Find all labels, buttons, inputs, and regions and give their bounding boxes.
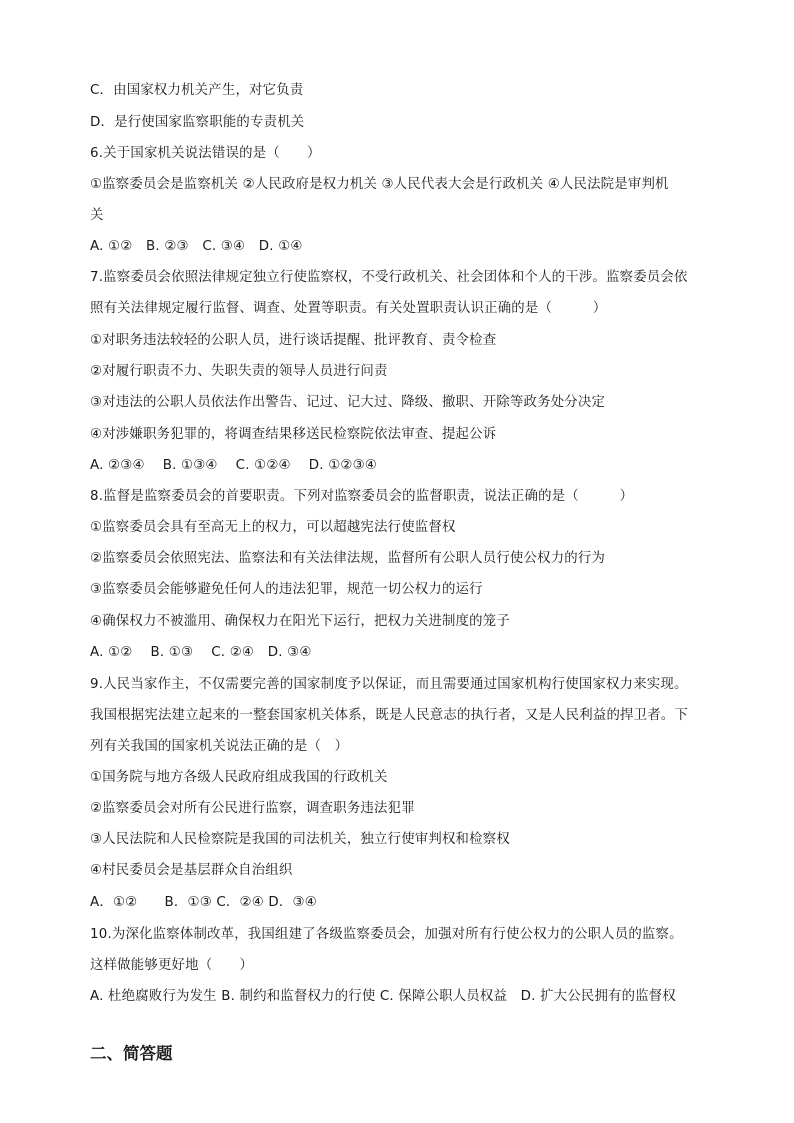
q7-item-2: ②对履行职责不力、失职失责的领导人员进行问责 <box>90 364 388 379</box>
q8-item-2: ②监察委员会依照宪法、监察法和有关法律法规，监督所有公职人员行使公权力的行为 <box>90 551 606 566</box>
q6-items-line2: 关 <box>90 208 104 223</box>
q8-stem: 8.监督是监察委员会的首要职责。下列对监察委员会的监督职责，说法正确的是（ ） <box>90 489 634 504</box>
section-title-short-answer: 二、简答题 <box>90 1044 173 1063</box>
q6-items-line1: ①监察委员会是监察机关 ②人民政府是权力机关 ③人民代表大会是行政机关 ④人民法院是审判机 <box>90 177 669 192</box>
q9-item-2: ②监察委员会对所有公民进行监察，调查职务违法犯罪 <box>90 801 415 816</box>
q9-options: A．①② B．①③ C．②④ D．③④ <box>90 895 317 910</box>
q7-stem-line1: 7.监察委员会依照法律规定独立行使监察权，不受行政机关、社会团体和个人的干涉。监察委员会依 <box>90 270 688 285</box>
q6-stem: 6.关于国家机关说法错误的是（ ） <box>90 146 321 161</box>
q5-option-d: D．是行使国家监察职能的专责机关 <box>90 115 305 130</box>
q9-item-4: ④村民委员会是基层群众自治组织 <box>90 863 293 878</box>
q8-options: A. ①② B. ①③ C. ②④ D. ③④ <box>90 645 312 660</box>
q7-item-3: ③对违法的公职人员依法作出警告、记过、记大过、降级、撤职、开除等政务处分决定 <box>90 395 606 410</box>
q10-stem-line2: 这样做能够更好地（ ） <box>90 958 254 973</box>
q5-option-c: C．由国家权力机关产生，对它负责 <box>90 83 304 98</box>
q8-item-3: ③监察委员会能够避免任何人的违法犯罪，规范一切公权力的运行 <box>90 582 483 597</box>
q7-item-1: ①对职务违法较轻的公职人员，进行谈话提醒、批评教育、责令检查 <box>90 333 497 348</box>
q10-options: A. 杜绝腐败行为发生 B. 制约和监督权力的行使 C. 保障公职人员权益 D. 扩大公民拥有的监督权 <box>90 989 676 1004</box>
q7-stem-line2: 照有关法律规定履行监督、调查、处置等职责。有关处置职责认识正确的是（ ） <box>90 301 607 316</box>
q7-options: A. ②③④ B. ①③④ C. ①②④ D. ①②③④ <box>90 458 378 473</box>
q7-item-4: ④对涉嫌职务犯罪的，将调查结果移送民检察院依法审查、提起公诉 <box>90 427 497 442</box>
q9-stem-line3: 列有关我国的国家机关说法正确的是（ ） <box>90 739 349 754</box>
q6-options: A. ①② B. ②③ C. ③④ D. ①④ <box>90 239 303 254</box>
q8-item-4: ④确保权力不被滥用、确保权力在阳光下运行，把权力关进制度的笼子 <box>90 614 510 629</box>
q10-stem-line1: 10.为深化监察体制改革，我国组建了各级监察委员会，加强对所有行使公权力的公职人员的监察。 <box>90 927 683 942</box>
q8-item-1: ①监察委员会具有至高无上的权力，可以超越宪法行使监督权 <box>90 520 456 535</box>
q9-item-3: ③人民法院和人民检察院是我国的司法机关，独立行使审判权和检察权 <box>90 832 510 847</box>
q9-item-1: ①国务院与地方各级人民政府组成我国的行政机关 <box>90 770 388 785</box>
q9-stem-line2: 我国根据宪法建立起来的一整套国家机关体系，既是人民意志的执行者，又是人民利益的捍卫者。下 <box>90 708 688 723</box>
q9-stem-line1: 9.人民当家作主，不仅需要完善的国家制度予以保证，而且需要通过国家机构行使国家权力来实现。 <box>90 677 688 692</box>
